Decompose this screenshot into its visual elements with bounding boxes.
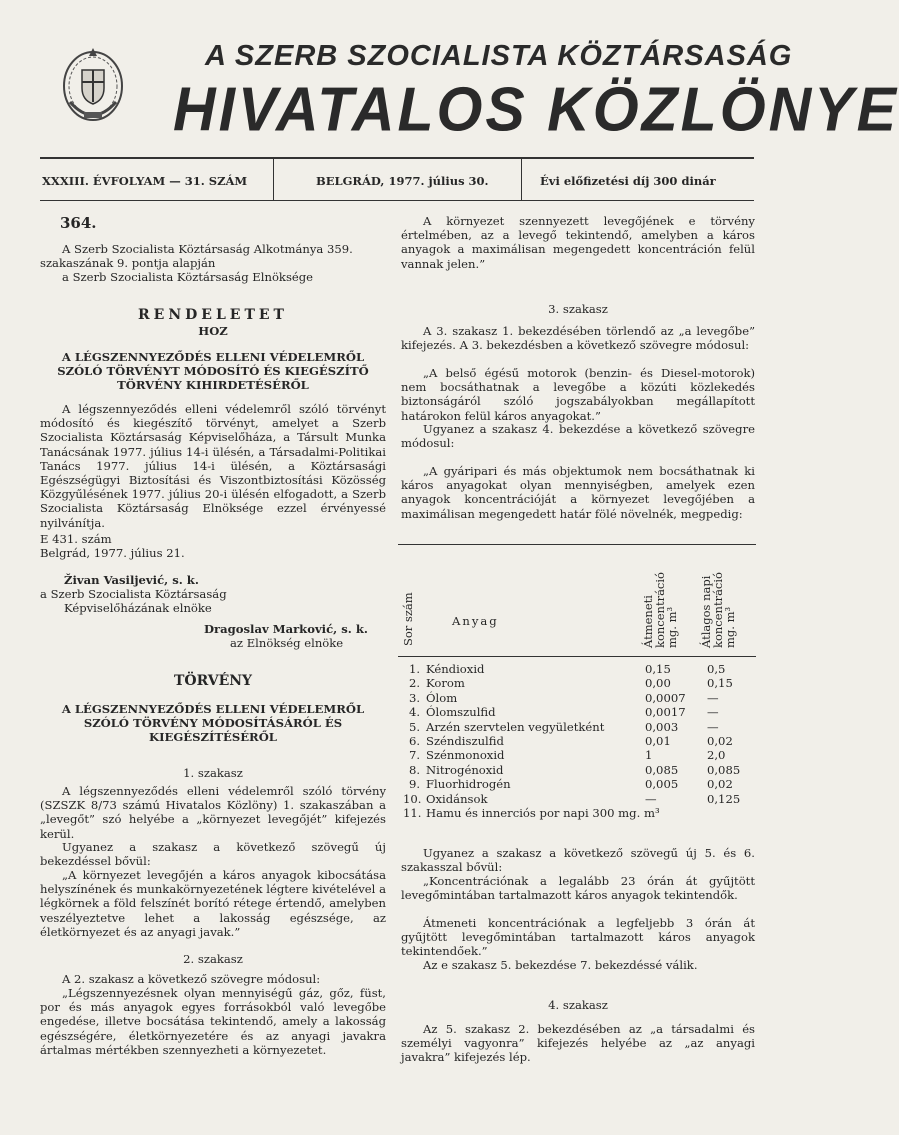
- table-cell-substance: Ólomszulfid: [426, 705, 496, 720]
- section-paragraph: A légszennyeződés elleni védelemről szóló törvény (SZSZK 8/73 számú Hivatalos Közlöny) 1. szakaszában a „levegőt” szó helyébe a „környezet levegőjét” kifejezés kerül.: [40, 784, 386, 841]
- section-paragraph: „Légszennyezésnek olyan mennyiségű gáz, gőz, füst, por és más anyagok egyes forrásokból való levegőbe engedése, illetve bocsátása tekintendő, amely a lakosság egészségére, életkörnyezetére és az anyagi javakra ártalmas mértékben szennyezheti a környezetet.: [40, 986, 386, 1057]
- law-title-line: SZÓLÓ TÖRVÉNY MÓDOSÍTÁSÁRÓL ÉS: [83, 716, 343, 730]
- table-cell-substance: Oxidánsok: [426, 791, 488, 806]
- table-cell-daily: 0,085: [707, 762, 741, 777]
- table-cell-daily: 0,15: [707, 676, 733, 691]
- table-cell-substance: Arzén szervtelen vegyületként: [426, 719, 605, 734]
- info-divider: [521, 159, 522, 201]
- law-title-line: A LÉGSZENNYEZŐDÉS ELLENI VÉDELEMRŐL: [61, 702, 365, 716]
- place-date: BELGRÁD, 1977. július 30.: [316, 174, 489, 188]
- table-cell-daily: 0,02: [707, 734, 733, 748]
- decree-title-line: SZÓLÓ TÖRVÉNYT MÓDOSÍTÓ ÉS KIEGÉSZÍTŐ: [57, 364, 369, 378]
- section-paragraph: „A gyáripari és más objektumok nem bocsáthatnak ki káros anyagokat olyan mennyiségben, amelyek ezen anyagok koncentrációját a környezet levegőjében a maximálisan megengedett határ fölé növelnék, megpedig:: [401, 464, 755, 521]
- section-paragraph: Ugyanez a szakasz a következő szövegű új bekezdéssel bővül:: [40, 840, 386, 869]
- intro-line: a Szerb Szocialista Köztársaság Elnöksége: [62, 270, 314, 284]
- table-cell-temporary: 0,003: [645, 719, 679, 734]
- table-cell-daily: —: [707, 690, 719, 705]
- reference-number: E 431. szám: [40, 532, 112, 546]
- decree-body: A légszennyeződés elleni védelemről szóló törvényt módosító és kiegészítő törvényt, amelyet a Szerb Szocialista Köztársaság Képviselőháza, a Társult Munka Tanácsának 1977. július 14-i ülésén, a Társadalmi-Politikai Tanács 1977. július 14-i ülésén, a Köztársasági Egészségügyi Biztosítási és Viszontbiztosítási Közösség Közgyűlésének 1977. július 20-i ülésén elfogadott, a Szerb Szocialista Köztársaság Elnöksége ezzel érvényessé nyilvánítja.: [40, 402, 386, 530]
- table-cell-substance: Kéndioxid: [426, 662, 485, 676]
- section-paragraph: A 3. szakasz 1. bekezdésében törlendő az „a levegőbe” kifejezés. A 3. bekezdésben a következő szövegre módosul:: [401, 324, 755, 353]
- section-heading: 4. szakasz: [548, 998, 608, 1012]
- intro-line: A Szerb Szocialista Köztársaság Alkotmánya 359.: [62, 242, 353, 256]
- section-paragraph: A környezet szennyezett levegőjének e törvény értelmében, az a levegő tekintendő, amelyben a káros anyagok a maximálisan megengedett koncentráción felül vannak jelen.”: [401, 214, 755, 271]
- table-cell-substance: Szénmonoxid: [426, 748, 505, 763]
- masthead-subtitle: A SZERB SZOCIALISTA KÖZTÁRSASÁG: [205, 40, 793, 72]
- section-paragraph: „Koncentrációnak a legalább 23 órán át gyűjtött levegőmintában tartalmazott káros anyagok tekintendők.: [401, 874, 755, 903]
- rendeletet-heading: RENDELETET: [138, 307, 288, 323]
- table-cell-substance: Széndiszulfid: [426, 734, 504, 748]
- table-cell-temporary: 0,00: [645, 676, 671, 691]
- table-cell-number: 6.: [409, 734, 421, 748]
- hoz-heading: HOZ: [198, 324, 228, 338]
- table-cell-temporary: 0,005: [645, 777, 679, 792]
- table-header-substance: Anyag: [452, 614, 499, 628]
- table-cell-temporary: 0,085: [645, 762, 679, 777]
- law-title-line: KIEGÉSZÍTÉSÉRŐL: [149, 730, 277, 744]
- masthead-title: HIVATALOS KÖZLÖNYE: [173, 75, 899, 145]
- section-heading: 3. szakasz: [548, 302, 608, 316]
- table-cell-temporary: 1: [645, 748, 653, 763]
- section-paragraph: „A belső égésű motorok (benzin- és Diesel-motorok) nem bocsáthatnak a levegőbe a közúti közlekedés biztonságáról szóló jogszabályokban megállapított határokon felül káros anyagokat.”: [401, 366, 755, 423]
- section-paragraph: Az e szakasz 5. bekezdése 7. bekezdéssé válik.: [423, 958, 698, 972]
- table-cell-number: 10.: [403, 791, 422, 806]
- section-paragraph: Ugyanez a szakasz 4. bekezdése a következő szövegre módosul:: [401, 422, 755, 451]
- table-cell-temporary: —: [645, 791, 657, 806]
- table-cell-daily: —: [707, 705, 719, 720]
- signatory-role: a Szerb Szocialista Köztársaság: [40, 587, 227, 601]
- intro-line: szakaszának 9. pontja alapján: [40, 256, 216, 270]
- table-cell-number: 5.: [409, 719, 421, 734]
- table-cell-number: 4.: [409, 705, 421, 720]
- section-paragraph: Átmeneti koncentrációnak a legfeljebb 3 órán át gyűjtött levegőmintában tartalmazott káros anyagok tekintendőek.”: [401, 916, 755, 959]
- table-cell-temporary: 0,0007: [645, 690, 686, 705]
- subscription-price: Évi előfizetési díj 300 dinár: [540, 174, 716, 188]
- table-cell-number: 7.: [409, 748, 421, 763]
- torveny-heading: TÖRVÉNY: [173, 673, 253, 689]
- table-cell-number: 11.: [403, 806, 422, 820]
- table-cell-temporary: 0,15: [645, 662, 671, 676]
- table-cell-substance: Hamu és innerciós por napi 300 mg. m³: [426, 806, 660, 820]
- signatory-name: Živan Vasiljević, s. k.: [64, 573, 199, 587]
- coat-of-arms-emblem: [60, 42, 126, 126]
- table-header-rule: [398, 656, 756, 657]
- section-heading: 2. szakasz: [183, 952, 243, 966]
- reference-date: Belgrád, 1977. július 21.: [40, 546, 185, 560]
- table-top-rule: [398, 544, 756, 545]
- section-paragraph: Ugyanez a szakasz a következő szövegű új 5. és 6. szakasszal bővül:: [401, 846, 755, 875]
- table-cell-substance: Korom: [426, 676, 465, 691]
- table-cell-number: 2.: [409, 676, 421, 691]
- signatory-role: Képviselőházának elnöke: [64, 601, 212, 615]
- section-heading: 1. szakasz: [183, 766, 243, 780]
- table-header-row-number: Sor szám: [401, 592, 415, 646]
- section-paragraph: „A környezet levegőjén a káros anyagok kibocsátása helyszínének és munkakörnyezetének légtere kivételével a légkörnek a föld felszínét borító rétege értendő, amelyben veszélyeztetve lehet a lakosság egészsége, az életkörnyezet és az anyagi javak.”: [40, 868, 386, 939]
- volume-number: XXXIII. ÉVFOLYAM — 31. SZÁM: [42, 174, 248, 188]
- table-header-daily: Átlagos napi koncentráció mg. m³: [699, 572, 737, 648]
- decree-title-line: A LÉGSZENNYEZŐDÉS ELLENI VÉDELEMRŐL: [61, 350, 365, 364]
- table-cell-substance: Fluorhidrogén: [426, 777, 511, 792]
- decree-title-line: TÖRVÉNY KIHIRDETÉSÉRŐL: [117, 378, 309, 392]
- table-cell-temporary: 0,01: [645, 734, 671, 748]
- section-paragraph: A 2. szakasz a következő szövegre módosul:: [62, 972, 321, 986]
- info-bar-bottom-rule: [40, 200, 754, 201]
- table-cell-number: 3.: [409, 690, 421, 705]
- table-header-temporary: Átmeneti koncentráció mg. m³: [641, 572, 679, 648]
- info-bar-top-rule: [40, 157, 754, 159]
- table-cell-substance: Ólom: [426, 690, 458, 705]
- table-cell-number: 8.: [409, 762, 421, 777]
- table-cell-substance: Nitrogénoxid: [426, 762, 504, 777]
- table-cell-daily: 0,02: [707, 777, 733, 792]
- table-cell-daily: 0,5: [707, 662, 726, 676]
- signatory-name: Dragoslav Marković, s. k.: [204, 622, 368, 636]
- decree-number: 364.: [60, 214, 97, 232]
- table-cell-daily: —: [707, 719, 719, 734]
- signatory-role: az Elnökség elnöke: [230, 636, 344, 650]
- table-cell-temporary: 0,0017: [645, 705, 686, 720]
- table-cell-daily: 0,125: [707, 791, 741, 806]
- table-cell-number: 9.: [409, 777, 421, 792]
- table-cell-daily: 2,0: [707, 748, 726, 763]
- table-cell-number: 1.: [409, 662, 421, 676]
- info-divider: [273, 159, 274, 201]
- section-paragraph: Az 5. szakasz 2. bekezdésében az „a társadalmi és személyi vagyonra” kifejezés helyébe az „az anyagi javakra” kifejezés lép.: [401, 1022, 755, 1065]
